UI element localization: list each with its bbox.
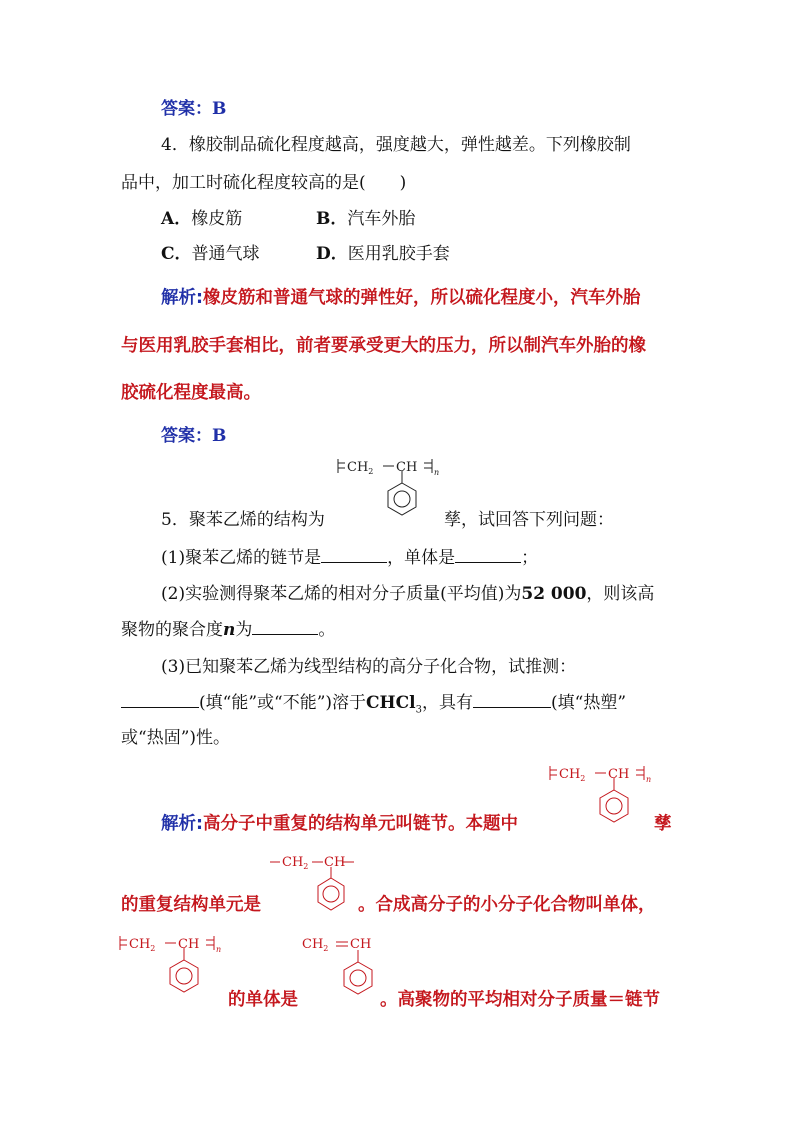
- svg-text:CH2: [302, 937, 328, 953]
- analysis-polymer-structure-2: [118, 932, 228, 1004]
- option-c: [161, 242, 260, 266]
- struct-ch2: CH: [129, 937, 151, 952]
- struct-ch2-sub: 2: [303, 862, 309, 871]
- answer-4: [161, 424, 226, 448]
- analysis-5-line-1-end: 孳: [654, 814, 672, 834]
- struct-ch: CH: [396, 460, 418, 475]
- blank-monomer[interactable]: [455, 546, 521, 563]
- p1-mid: ，单体是: [387, 548, 456, 568]
- struct-ch2-sub: 2: [150, 944, 156, 953]
- blank-degree[interactable]: [252, 618, 318, 635]
- struct-ch: CH: [608, 767, 630, 782]
- analysis-label: 解析:: [161, 288, 203, 308]
- analysis-4-line-2: 与医用乳胶手套相比，前者要承受更大的压力，所以制汽车外胎的橡: [121, 336, 646, 356]
- option-d-text: 医用乳胶手套: [347, 244, 450, 264]
- struct-ch2-sub: 2: [323, 944, 329, 953]
- answer-value: B: [212, 99, 227, 119]
- struct-ch2: CH: [347, 460, 369, 475]
- polystyrene-structure: [336, 455, 446, 527]
- question-5-intro-pre: 5．聚苯乙烯的结构为: [161, 510, 325, 530]
- p2-n: n: [223, 620, 236, 640]
- option-d: [316, 242, 450, 266]
- analysis-5-line-1: [161, 812, 518, 836]
- struct-n: n: [646, 775, 652, 784]
- question-4-line-1: 4．橡胶制品硫化程度越高，强度越大，弹性越差。下列橡胶制: [161, 135, 631, 155]
- p3-sub: 3: [415, 704, 422, 716]
- question-5-part-3-line-1: (3)已知聚苯乙烯为线型结构的高分子化合物，试推测：: [161, 657, 577, 677]
- struct-ch2-sub: 2: [580, 774, 586, 783]
- p2-line1: (2)实验测得聚苯乙烯的相对分子质量(平均值)为: [161, 584, 522, 604]
- analysis-4-text-1: 橡皮筋和普通气球的弹性好，所以硫化程度小，汽车外胎: [203, 288, 641, 308]
- p3-line2-b: ，具有: [422, 693, 473, 713]
- analysis-label: 解析:: [161, 814, 203, 834]
- answer-value: B: [212, 426, 227, 446]
- analysis-5-line-2-post: 。合成高分子的小分子化合物叫单体，: [358, 895, 656, 915]
- question-5-part-2-line-2: [121, 618, 335, 642]
- option-d-letter: D．: [316, 244, 348, 264]
- option-a-letter: A．: [161, 209, 192, 229]
- blank-solubility[interactable]: [121, 691, 199, 708]
- analysis-5-text-1: 高分子中重复的结构单元叫链节。本题中: [203, 814, 518, 834]
- analysis-5-line-3-post: 。高聚物的平均相对分子质量＝链节: [380, 990, 660, 1010]
- struct-ch2: CH: [559, 767, 581, 782]
- struct-n: n: [434, 468, 440, 477]
- question-4-line-2: 品中，加工时硫化程度较高的是( ): [121, 173, 407, 193]
- repeat-unit-structure: [268, 852, 368, 918]
- question-5-part-3-line-2: [121, 691, 626, 722]
- analysis-5-line-3-pre: 的单体是: [228, 990, 298, 1010]
- analysis-5-line-2-pre: 的重复结构单元是: [121, 895, 261, 915]
- p3-line2-c: (填“热塑”: [551, 693, 627, 713]
- answer-3: [161, 97, 226, 121]
- p1-end: ；: [521, 548, 539, 568]
- struct-ch: CH: [350, 937, 372, 952]
- option-a-text: 橡皮筋: [191, 209, 243, 229]
- svg-text:CH2: [129, 937, 155, 953]
- struct-ch: CH: [324, 855, 346, 870]
- analysis-4-line-1: [161, 286, 641, 310]
- svg-text:CH2: [347, 460, 373, 476]
- analysis-polymer-structure: [548, 762, 658, 834]
- struct-ch2: CH: [302, 937, 324, 952]
- option-a: [161, 207, 242, 231]
- struct-ch: CH: [178, 937, 200, 952]
- blank-repeat-unit[interactable]: [321, 546, 387, 563]
- p1-pre: (1)聚苯乙烯的链节是: [161, 548, 322, 568]
- monomer-structure: [300, 934, 390, 1004]
- svg-text:CH2: [559, 767, 585, 783]
- struct-ch2-sub: 2: [368, 467, 374, 476]
- question-5-part-3-line-3: 或“热固”)性。: [121, 728, 231, 748]
- question-5-intro-post: 孳，试回答下列问题：: [444, 510, 614, 530]
- question-5-part-2-line-1: [161, 582, 654, 606]
- option-c-text: 普通气球: [191, 244, 260, 264]
- option-c-letter: C．: [161, 244, 192, 264]
- p3-line2-a: (填“能”或“不能”)溶于: [199, 693, 367, 713]
- option-b-text: 汽车外胎: [347, 209, 416, 229]
- answer-label: 答案：: [161, 99, 212, 119]
- struct-ch2: CH: [282, 855, 304, 870]
- option-b-letter: B．: [316, 209, 348, 229]
- question-5-part-1: [161, 546, 538, 570]
- p3-chcl: CHCl: [366, 693, 416, 713]
- analysis-4-line-3: 胶硫化程度最高。: [121, 383, 261, 403]
- struct-n: n: [216, 945, 222, 954]
- blank-thermo[interactable]: [473, 691, 551, 708]
- p2-number: 52 000: [521, 584, 587, 604]
- option-b: [316, 207, 415, 231]
- p2-line2-end: 。: [318, 620, 336, 640]
- p2-line2-pre: 聚物的聚合度: [121, 620, 223, 640]
- svg-text:CH2: [282, 855, 308, 871]
- p2-line1-end: ，则该高: [586, 584, 655, 604]
- answer-label: 答案：: [161, 426, 212, 446]
- p2-line2-post: 为: [235, 620, 253, 640]
